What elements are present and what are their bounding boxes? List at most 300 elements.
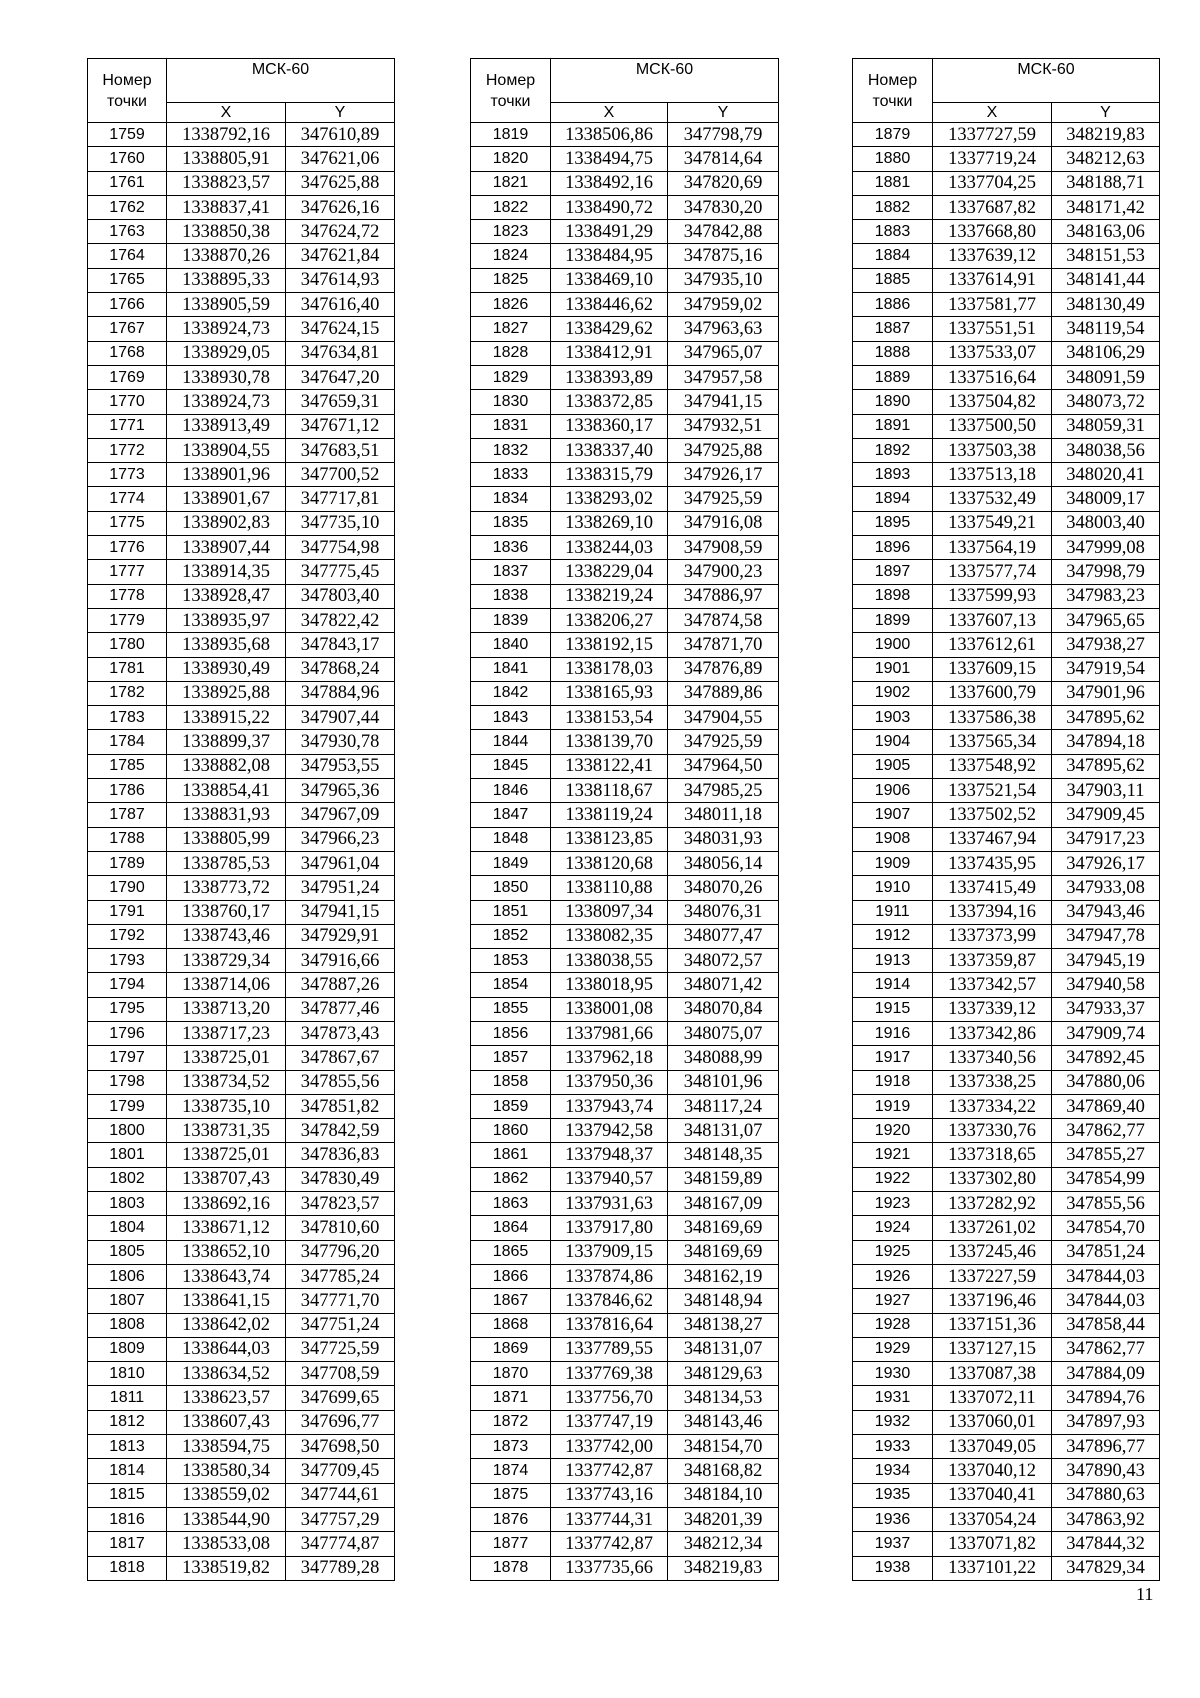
- table-row: [471, 244, 779, 268]
- point-number-cell: 1793: [88, 949, 167, 973]
- point-number-cell: 1921: [853, 1143, 933, 1167]
- point-number-cell: 1876: [471, 1507, 551, 1531]
- table-row: [471, 900, 779, 924]
- coordinate-system-header: МСК-60: [167, 59, 395, 103]
- table-row: [88, 341, 395, 365]
- x-value-cell: 1337504,82: [933, 390, 1052, 414]
- table-row: [88, 317, 395, 341]
- table-row: [853, 657, 1160, 681]
- point-number-cell: 1860: [471, 1119, 551, 1143]
- y-value-cell: 347717,81: [286, 487, 395, 511]
- point-number-cell: 1859: [471, 1094, 551, 1118]
- x-value-cell: 1337339,12: [933, 997, 1052, 1021]
- table-row: [853, 997, 1160, 1021]
- y-value-cell: 347880,63: [1052, 1483, 1160, 1507]
- point-number-cell: 1937: [853, 1532, 933, 1556]
- y-value-cell: 348163,06: [1052, 220, 1160, 244]
- point-number-cell: 1852: [471, 924, 551, 948]
- table-row: [88, 584, 395, 608]
- table-row: [853, 803, 1160, 827]
- table-row: [471, 657, 779, 681]
- x-value-cell: 1338446,62: [551, 293, 668, 317]
- y-value-cell: 347823,57: [286, 1192, 395, 1216]
- point-number-cell: 1882: [853, 195, 933, 219]
- table-row: [853, 293, 1160, 317]
- table-row: [88, 949, 395, 973]
- x-value-cell: 1337359,87: [933, 949, 1052, 973]
- y-value-cell: 348011,18: [668, 803, 779, 827]
- point-number-cell: 1879: [853, 123, 933, 147]
- y-value-cell: 347785,24: [286, 1264, 395, 1288]
- point-number-cell: 1833: [471, 463, 551, 487]
- x-value-cell: 1338671,12: [167, 1216, 286, 1240]
- table-row: [88, 438, 395, 462]
- y-value-cell: 348212,63: [1052, 147, 1160, 171]
- x-column-header: X: [167, 103, 286, 123]
- point-number-cell: 1787: [88, 803, 167, 827]
- point-number-cell: 1918: [853, 1070, 933, 1094]
- y-value-cell: 347774,87: [286, 1532, 395, 1556]
- point-number-cell: 1848: [471, 827, 551, 851]
- coordinates-table-3: [852, 58, 1160, 1581]
- point-number-cell: 1889: [853, 365, 933, 389]
- y-value-cell: 348169,69: [668, 1216, 779, 1240]
- x-value-cell: 1338743,46: [167, 924, 286, 948]
- y-value-cell: 348059,31: [1052, 414, 1160, 438]
- y-value-cell: 347886,97: [668, 584, 779, 608]
- y-value-cell: 347963,63: [668, 317, 779, 341]
- table-row: [853, 1021, 1160, 1045]
- y-value-cell: 347810,60: [286, 1216, 395, 1240]
- y-value-cell: 347951,24: [286, 876, 395, 900]
- y-value-cell: 348106,29: [1052, 341, 1160, 365]
- table-row: [853, 1313, 1160, 1337]
- x-value-cell: 1338854,41: [167, 779, 286, 803]
- x-value-cell: 1338735,10: [167, 1094, 286, 1118]
- x-value-cell: 1337415,49: [933, 876, 1052, 900]
- point-number-cell: 1863: [471, 1192, 551, 1216]
- y-value-cell: 347909,45: [1052, 803, 1160, 827]
- point-number-cell: 1771: [88, 414, 167, 438]
- x-value-cell: 1338805,99: [167, 827, 286, 851]
- x-value-cell: 1337049,05: [933, 1435, 1052, 1459]
- point-number-cell: 1786: [88, 779, 167, 803]
- table-row: [471, 584, 779, 608]
- point-number-cell: 1832: [471, 438, 551, 462]
- x-value-cell: 1337196,46: [933, 1289, 1052, 1313]
- point-number-cell: 1836: [471, 536, 551, 560]
- table-row: [471, 390, 779, 414]
- y-value-cell: 347929,91: [286, 924, 395, 948]
- point-number-cell: 1899: [853, 608, 933, 632]
- table-row: [88, 1192, 395, 1216]
- table-row: [853, 973, 1160, 997]
- point-number-header: Номер точки: [853, 59, 933, 123]
- x-value-cell: 1337330,76: [933, 1119, 1052, 1143]
- point-number-cell: 1783: [88, 706, 167, 730]
- y-value-cell: 347998,79: [1052, 560, 1160, 584]
- point-number-cell: 1912: [853, 924, 933, 948]
- point-number-cell: 1766: [88, 293, 167, 317]
- point-number-cell: 1768: [88, 341, 167, 365]
- y-value-cell: 347610,89: [286, 123, 395, 147]
- x-value-cell: 1337581,77: [933, 293, 1052, 317]
- point-number-cell: 1934: [853, 1459, 933, 1483]
- table-row: [471, 1192, 779, 1216]
- y-value-cell: 348219,83: [668, 1556, 779, 1580]
- table-row: [471, 1556, 779, 1580]
- x-value-cell: 1337516,64: [933, 365, 1052, 389]
- point-number-cell: 1796: [88, 1021, 167, 1045]
- table-row: [853, 1216, 1160, 1240]
- x-value-cell: 1337742,87: [551, 1459, 668, 1483]
- table-row: [88, 730, 395, 754]
- x-value-cell: 1338469,10: [551, 268, 668, 292]
- x-value-cell: 1338494,75: [551, 147, 668, 171]
- table-row: [853, 949, 1160, 973]
- x-value-cell: 1338244,03: [551, 536, 668, 560]
- table-row: [853, 1289, 1160, 1313]
- table-body: [88, 123, 395, 1581]
- x-value-cell: 1338372,85: [551, 390, 668, 414]
- y-value-cell: 347933,08: [1052, 876, 1160, 900]
- point-number-cell: 1789: [88, 851, 167, 875]
- table-row: [471, 1410, 779, 1434]
- y-value-cell: 347908,59: [668, 536, 779, 560]
- y-value-cell: 348073,72: [1052, 390, 1160, 414]
- x-value-cell: 1337962,18: [551, 1046, 668, 1070]
- x-value-cell: 1338731,35: [167, 1119, 286, 1143]
- point-number-cell: 1892: [853, 438, 933, 462]
- x-value-cell: 1337586,38: [933, 706, 1052, 730]
- y-value-cell: 347887,26: [286, 973, 395, 997]
- y-value-cell: 348134,53: [668, 1386, 779, 1410]
- x-value-cell: 1338899,37: [167, 730, 286, 754]
- x-value-cell: 1338533,08: [167, 1532, 286, 1556]
- table-row: [471, 171, 779, 195]
- table-row: [853, 924, 1160, 948]
- x-value-cell: 1338904,55: [167, 438, 286, 462]
- point-number-cell: 1915: [853, 997, 933, 1021]
- table-row: [853, 779, 1160, 803]
- x-value-cell: 1337747,19: [551, 1410, 668, 1434]
- y-value-cell: 347842,88: [668, 220, 779, 244]
- y-value-cell: 347957,58: [668, 365, 779, 389]
- y-value-cell: 347966,23: [286, 827, 395, 851]
- point-number-cell: 1886: [853, 293, 933, 317]
- x-value-cell: 1338773,72: [167, 876, 286, 900]
- x-value-cell: 1337054,24: [933, 1507, 1052, 1531]
- y-value-cell: 347925,59: [668, 730, 779, 754]
- x-value-cell: 1338122,41: [551, 754, 668, 778]
- table-row: [88, 997, 395, 1021]
- y-value-cell: 348077,47: [668, 924, 779, 948]
- y-value-cell: 347854,99: [1052, 1167, 1160, 1191]
- point-number-cell: 1775: [88, 511, 167, 535]
- x-value-cell: 1337342,86: [933, 1021, 1052, 1045]
- table-row: [88, 390, 395, 414]
- table-row: [88, 147, 395, 171]
- y-value-cell: 347855,56: [1052, 1192, 1160, 1216]
- y-value-cell: 347771,70: [286, 1289, 395, 1313]
- x-value-cell: 1337600,79: [933, 681, 1052, 705]
- table-row: [88, 487, 395, 511]
- y-value-cell: 347876,89: [668, 657, 779, 681]
- y-value-cell: 347725,59: [286, 1337, 395, 1361]
- x-value-cell: 1338895,33: [167, 268, 286, 292]
- y-value-cell: 347844,03: [1052, 1264, 1160, 1288]
- table-row: [471, 1094, 779, 1118]
- table-row: [853, 147, 1160, 171]
- table-row: [853, 754, 1160, 778]
- x-value-cell: 1337940,57: [551, 1167, 668, 1191]
- point-number-cell: 1790: [88, 876, 167, 900]
- y-value-cell: 347829,34: [1052, 1556, 1160, 1580]
- point-number-cell: 1816: [88, 1507, 167, 1531]
- table-row: [88, 1143, 395, 1167]
- y-value-cell: 348131,07: [668, 1337, 779, 1361]
- y-value-cell: 347926,17: [668, 463, 779, 487]
- table-row: [853, 414, 1160, 438]
- x-value-cell: 1338870,26: [167, 244, 286, 268]
- y-value-cell: 347940,58: [1052, 973, 1160, 997]
- table-row: [471, 463, 779, 487]
- y-value-cell: 347624,15: [286, 317, 395, 341]
- point-number-cell: 1854: [471, 973, 551, 997]
- x-value-cell: 1338559,02: [167, 1483, 286, 1507]
- table-row: [853, 438, 1160, 462]
- table-row: [88, 560, 395, 584]
- point-number-cell: 1770: [88, 390, 167, 414]
- x-value-cell: 1338490,72: [551, 195, 668, 219]
- y-value-cell: 347634,81: [286, 341, 395, 365]
- y-value-cell: 347916,08: [668, 511, 779, 535]
- point-number-cell: 1864: [471, 1216, 551, 1240]
- point-number-cell: 1807: [88, 1289, 167, 1313]
- table-row: [853, 851, 1160, 875]
- x-value-cell: 1338928,47: [167, 584, 286, 608]
- point-number-cell: 1810: [88, 1362, 167, 1386]
- y-value-cell: 347867,67: [286, 1046, 395, 1070]
- x-value-cell: 1338905,59: [167, 293, 286, 317]
- table-row: [88, 414, 395, 438]
- y-value-cell: 347789,28: [286, 1556, 395, 1580]
- x-value-cell: 1337282,92: [933, 1192, 1052, 1216]
- table-row: [471, 1507, 779, 1531]
- table-row: [88, 1337, 395, 1361]
- x-value-cell: 1337338,25: [933, 1070, 1052, 1094]
- table-row: [471, 1070, 779, 1094]
- y-value-cell: 347822,42: [286, 608, 395, 632]
- x-value-cell: 1338123,85: [551, 827, 668, 851]
- point-number-cell: 1853: [471, 949, 551, 973]
- x-value-cell: 1338717,23: [167, 1021, 286, 1045]
- point-number-cell: 1781: [88, 657, 167, 681]
- table-row: [88, 657, 395, 681]
- point-number-cell: 1801: [88, 1143, 167, 1167]
- y-value-cell: 347965,65: [1052, 608, 1160, 632]
- y-value-cell: 347999,08: [1052, 536, 1160, 560]
- x-value-cell: 1338269,10: [551, 511, 668, 535]
- table-row: [88, 1264, 395, 1288]
- y-value-cell: 348138,27: [668, 1313, 779, 1337]
- y-value-cell: 347909,74: [1052, 1021, 1160, 1045]
- y-value-cell: 347871,70: [668, 633, 779, 657]
- y-value-cell: 348169,69: [668, 1240, 779, 1264]
- table-row: [471, 681, 779, 705]
- point-number-cell: 1920: [853, 1119, 933, 1143]
- x-value-cell: 1338734,52: [167, 1070, 286, 1094]
- y-value-cell: 347938,27: [1052, 633, 1160, 657]
- table-row: [471, 1240, 779, 1264]
- point-number-cell: 1761: [88, 171, 167, 195]
- x-value-cell: 1337742,00: [551, 1435, 668, 1459]
- table-row: [88, 220, 395, 244]
- y-value-cell: 347875,16: [668, 244, 779, 268]
- point-number-cell: 1828: [471, 341, 551, 365]
- x-value-cell: 1338707,43: [167, 1167, 286, 1191]
- point-number-cell: 1838: [471, 584, 551, 608]
- x-value-cell: 1337614,91: [933, 268, 1052, 292]
- y-value-cell: 347699,65: [286, 1386, 395, 1410]
- table-row: [853, 633, 1160, 657]
- point-number-cell: 1870: [471, 1362, 551, 1386]
- x-value-cell: 1337727,59: [933, 123, 1052, 147]
- point-number-cell: 1928: [853, 1313, 933, 1337]
- x-value-cell: 1338792,16: [167, 123, 286, 147]
- y-value-cell: 347873,43: [286, 1021, 395, 1045]
- y-value-cell: 347798,79: [668, 123, 779, 147]
- table-row: [471, 536, 779, 560]
- point-number-cell: 1821: [471, 171, 551, 195]
- point-number-cell: 1872: [471, 1410, 551, 1434]
- table-row: [88, 1289, 395, 1313]
- x-value-cell: 1338038,55: [551, 949, 668, 973]
- point-number-cell: 1830: [471, 390, 551, 414]
- y-value-cell: 347897,93: [1052, 1410, 1160, 1434]
- y-value-cell: 347683,51: [286, 438, 395, 462]
- x-value-cell: 1338594,75: [167, 1435, 286, 1459]
- x-value-cell: 1337687,82: [933, 195, 1052, 219]
- table-row: [853, 1556, 1160, 1580]
- y-value-cell: 348091,59: [1052, 365, 1160, 389]
- x-value-cell: 1338902,83: [167, 511, 286, 535]
- point-number-cell: 1769: [88, 365, 167, 389]
- point-number-cell: 1827: [471, 317, 551, 341]
- x-value-cell: 1338607,43: [167, 1410, 286, 1434]
- point-number-cell: 1819: [471, 123, 551, 147]
- y-value-cell: 348117,24: [668, 1094, 779, 1118]
- y-value-cell: 347614,93: [286, 268, 395, 292]
- point-number-cell: 1893: [853, 463, 933, 487]
- point-number-cell: 1896: [853, 536, 933, 560]
- y-column-header: Y: [1052, 103, 1160, 123]
- x-value-cell: 1337735,66: [551, 1556, 668, 1580]
- x-value-cell: 1337040,41: [933, 1483, 1052, 1507]
- point-number-cell: 1785: [88, 754, 167, 778]
- y-value-cell: 348072,57: [668, 949, 779, 973]
- y-value-cell: 347896,77: [1052, 1435, 1160, 1459]
- x-value-cell: 1337874,86: [551, 1264, 668, 1288]
- y-value-cell: 347855,56: [286, 1070, 395, 1094]
- x-value-cell: 1338935,97: [167, 608, 286, 632]
- point-number-cell: 1780: [88, 633, 167, 657]
- x-value-cell: 1337373,99: [933, 924, 1052, 948]
- x-value-cell: 1337040,12: [933, 1459, 1052, 1483]
- x-value-cell: 1337943,74: [551, 1094, 668, 1118]
- y-value-cell: 348009,17: [1052, 487, 1160, 511]
- x-value-cell: 1337227,59: [933, 1264, 1052, 1288]
- x-value-cell: 1338519,82: [167, 1556, 286, 1580]
- x-value-cell: 1337909,15: [551, 1240, 668, 1264]
- y-value-cell: 347844,32: [1052, 1532, 1160, 1556]
- y-value-cell: 348088,99: [668, 1046, 779, 1070]
- table-row: [88, 803, 395, 827]
- point-number-cell: 1779: [88, 608, 167, 632]
- point-number-cell: 1795: [88, 997, 167, 1021]
- table-row: [88, 1410, 395, 1434]
- y-value-cell: 347967,09: [286, 803, 395, 827]
- table-row: [853, 1167, 1160, 1191]
- y-value-cell: 348141,44: [1052, 268, 1160, 292]
- table-row: [88, 463, 395, 487]
- x-value-cell: 1338623,57: [167, 1386, 286, 1410]
- y-value-cell: 347941,15: [668, 390, 779, 414]
- y-value-cell: 347844,03: [1052, 1289, 1160, 1313]
- y-value-cell: 347932,51: [668, 414, 779, 438]
- point-number-cell: 1909: [853, 851, 933, 875]
- x-value-cell: 1338823,57: [167, 171, 286, 195]
- y-value-cell: 347895,62: [1052, 754, 1160, 778]
- x-value-cell: 1338506,86: [551, 123, 668, 147]
- point-number-cell: 1911: [853, 900, 933, 924]
- point-number-cell: 1890: [853, 390, 933, 414]
- point-number-cell: 1772: [88, 438, 167, 462]
- x-value-cell: 1337513,18: [933, 463, 1052, 487]
- x-value-cell: 1338837,41: [167, 195, 286, 219]
- y-value-cell: 347858,44: [1052, 1313, 1160, 1337]
- table-row: [471, 511, 779, 535]
- table-row: [88, 1240, 395, 1264]
- point-number-cell: 1856: [471, 1021, 551, 1045]
- table-row: [88, 973, 395, 997]
- y-value-cell: 347863,92: [1052, 1507, 1160, 1531]
- point-number-cell: 1895: [853, 511, 933, 535]
- x-value-cell: 1338652,10: [167, 1240, 286, 1264]
- table-row: [853, 1046, 1160, 1070]
- table-row: [471, 1459, 779, 1483]
- x-value-cell: 1337564,19: [933, 536, 1052, 560]
- table-row: [471, 706, 779, 730]
- point-number-cell: 1933: [853, 1435, 933, 1459]
- x-value-cell: 1338393,89: [551, 365, 668, 389]
- y-value-cell: 348184,10: [668, 1483, 779, 1507]
- x-value-cell: 1337769,38: [551, 1362, 668, 1386]
- point-number-cell: 1837: [471, 560, 551, 584]
- table-row: [88, 365, 395, 389]
- y-value-cell: 347930,78: [286, 730, 395, 754]
- x-value-cell: 1338491,29: [551, 220, 668, 244]
- point-number-cell: 1847: [471, 803, 551, 827]
- table-row: [853, 608, 1160, 632]
- table-row: [471, 1386, 779, 1410]
- table-row: [88, 1046, 395, 1070]
- y-value-cell: 348031,93: [668, 827, 779, 851]
- x-value-cell: 1338082,35: [551, 924, 668, 948]
- point-number-cell: 1802: [88, 1167, 167, 1191]
- y-value-cell: 348076,31: [668, 900, 779, 924]
- y-value-cell: 347919,54: [1052, 657, 1160, 681]
